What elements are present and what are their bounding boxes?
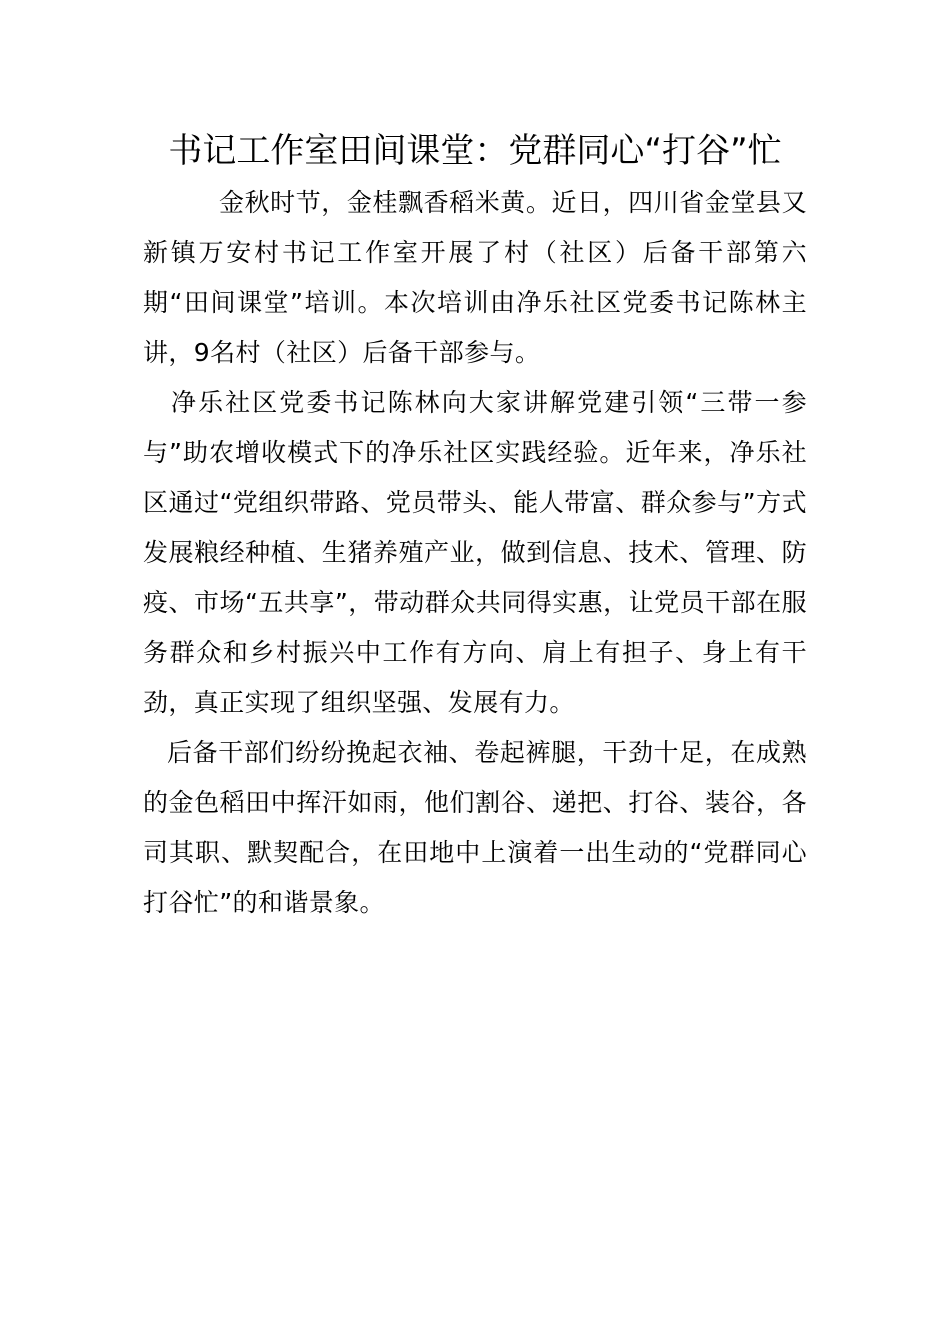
article-title: 书记工作室田间课堂：党群同心“打谷”忙 [168,131,782,171]
article-paragraph-3: 后备干部们纷纷挽起衣袖、卷起裤腿，干劲十足，在成熟的金色稻田中挥汗如雨，他们割谷、递把、打谷、装谷，各司其职、默契配合，在田地中上演着一出生动的“党群同心打谷忙”的和谐景象。 [143,738,807,917]
article-paragraph-1: 金秋时节，金桂飘香稻米黄。近日，四川省金堂县又新镇万安村书记工作室开展了村（社区）后备干部第六期“田间课堂”培训。本次培训由净乐社区党委书记陈林主讲，9名村（社区）后备干部参与。 [143,188,807,367]
article-paragraph-2: 净乐社区党委书记陈林向大家讲解党建引领“三带一参与”助农增收模式下的净乐社区实践经验。近年来，净乐社区通过“党组织带路、党员带头、能人带富、群众参与”方式发展粮经种植、生猪养殖产业，做到信息、技术、管理、防疫、市场“五共享”，带动群众共同得实惠，让党员干部在服务群众和乡村振兴中工作有方向、肩上有担子、身上有干劲，真正实现了组织坚强、发展有力。 [143,388,807,717]
document-body [143,128,807,928]
